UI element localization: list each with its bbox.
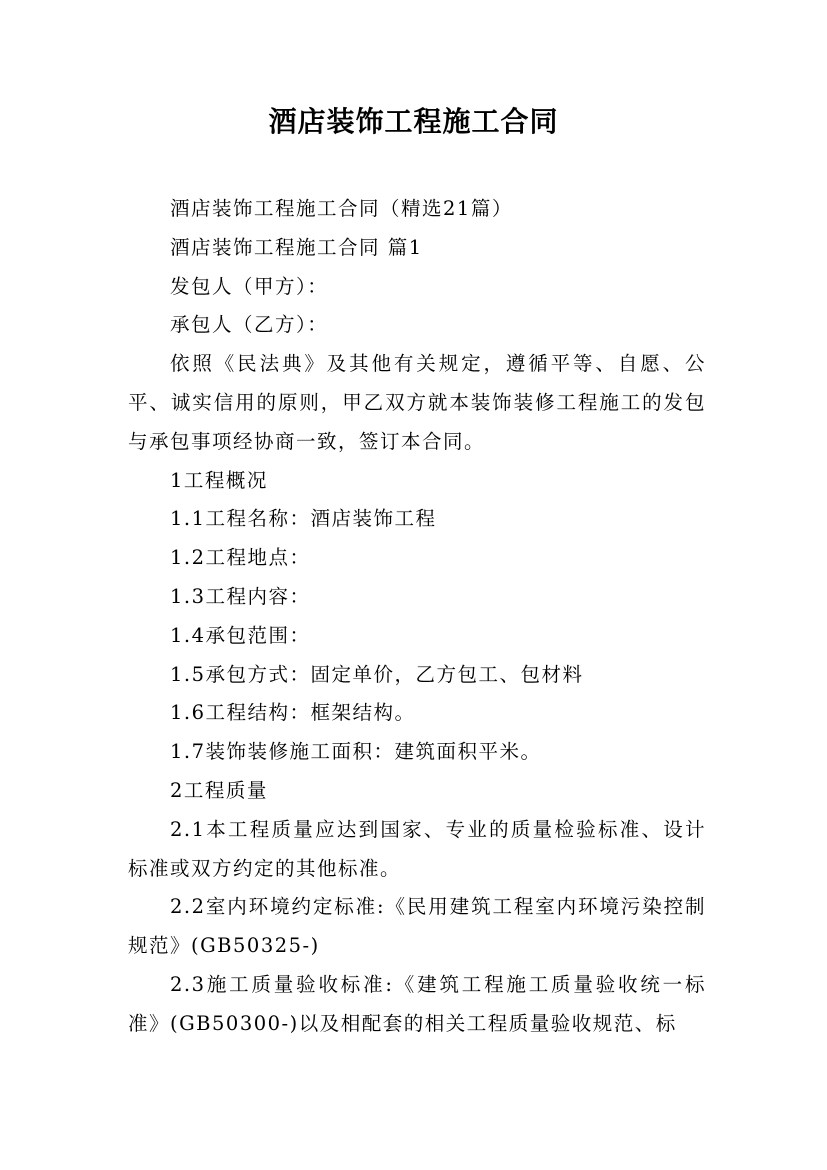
document-body xyxy=(128,190,706,1044)
paragraph-clause-1-3: 1.3工程内容： xyxy=(170,584,311,608)
paragraph-clause-1-7: 1.7装饰装修施工面积：建筑面积平米。 xyxy=(170,740,542,764)
document-title: 酒店装饰工程施工合同 xyxy=(268,105,559,138)
paragraph-clause-1-1: 1.1工程名称：酒店装饰工程 xyxy=(170,507,437,531)
paragraph-preamble: 依照《民法典》及其他有关规定，遵循平等、自愿、公平、诚实信用的原则，甲乙双方就本装饰装修工程施工的发包与承包事项经协商一致，签订本合同。 xyxy=(128,352,706,453)
paragraph-section-heading: 酒店装饰工程施工合同 篇1 xyxy=(170,235,423,259)
paragraph-clause-1-6: 1.6工程结构：框架结构。 xyxy=(170,701,416,725)
paragraph-clause-1-5: 1.5承包方式：固定单价，乙方包工、包材料 xyxy=(170,662,584,686)
paragraph-clause-1-4: 1.4承包范围： xyxy=(170,623,311,647)
paragraph-clause-2-1: 2.1本工程质量应达到国家、专业的质量检验标准、设计标准或双方约定的其他标准。 xyxy=(128,817,706,880)
paragraph-clause-2-2: 2.2室内环境约定标准:《民用建筑工程室内环境污染控制规范》(GB50325-) xyxy=(128,895,706,958)
paragraph-heading-quality: 2工程质量 xyxy=(170,778,268,802)
paragraph-clause-1-2: 1.2工程地点： xyxy=(170,546,311,570)
paragraph-clause-2-3: 2.3施工质量验收标准:《建筑工程施工质量验收统一标准》(GB50300-)以及相配套的相关工程质量验收规范、标 xyxy=(128,972,706,1035)
paragraph-heading-overview: 1工程概况 xyxy=(170,468,268,492)
paragraph-subtitle: 酒店装饰工程施工合同（精选21篇） xyxy=(170,197,513,220)
paragraph-party-a: 发包人（甲方）： xyxy=(170,274,329,298)
paragraph-party-b: 承包人（乙方）： xyxy=(170,313,329,337)
